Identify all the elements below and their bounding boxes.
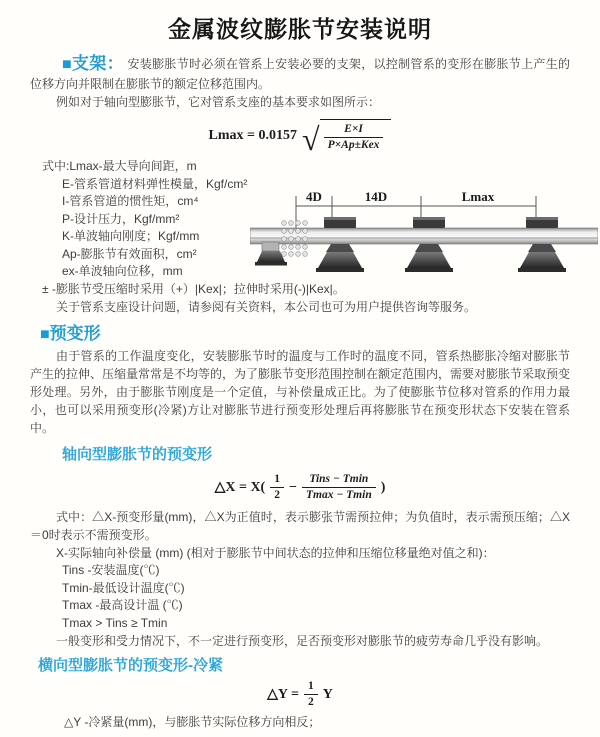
def-item-ap: Ap-膨胀节有效面积，cm² [62,246,197,261]
def-item-i: I-管系管道的惯性矩，cm⁴ [62,194,199,208]
temperature-definitions [30,562,570,632]
lateral-formula-prefix: △Y = [267,686,299,702]
lateral-formula-suffix: Y [322,686,333,702]
dimension-label-lmax: Lmax [461,189,495,204]
pipe-support [405,217,453,272]
predeform-paragraph: 由于管系的工作温度变化，安装膨胀节时的温度与工作时的温度不同，管系热膨胀冷缩对膨胀节产生的拉伸、压缩量常常是不均等的，为了膨胀节变形范围控制在额定范围内，需要对膨胀节采取预变形处理。另外，由于膨胀节刚度是一个定值，与补偿量成正比。为了使膨胀节位移对管系的作用力最小，也可以采用预变形(冷紧)方让对膨胀节进行预变形处理后再将膨胀节在预变形状态下安装在管系中。 [30,349,571,435]
pipe-support-diagram [250,184,598,294]
lateral-subheading: 横向型膨胀节的预变形-冷紧 [38,657,223,674]
temp-item-tins: Tins -安装温度(℃) [62,563,160,577]
support-example-line: 例如对于轴向型膨胀节，它对管系支座的基本要求如图所示： [56,95,381,109]
section-support-heading [62,54,124,73]
temp-item-tmin: Tmin-最低设计温度(℃) [62,580,185,595]
axial-explain-paragraph: 式中：△X-预变形量(mm)，△X为正值时，表示膨张节需预拉伸；为负值时，表示需预压缩；△X＝0时表示不需预变形。 [30,510,570,542]
formula-lmax-fraction [324,123,384,152]
formula-lmax-numerator: E×I [324,123,384,138]
section-support-heading-label: 支架： [71,54,124,73]
def-item-ex: ex-单波轴向位移，mm [62,264,183,278]
def-item-p: P-设计压力，Kgf/mm² [62,211,180,226]
radical-icon: √ $\frac{E\times I}{\text{P×Ap±Kex}}$ [302,119,391,152]
temp-relation: Tmax > Tins ≥ Tmin [62,615,168,630]
def-item-e: E-管系管道材料弹性模量，Kgf/cm² [62,176,248,191]
axial-formula-temp-fraction: $\frac{\text{Tins − Tmin}}{Tmax - Tmin}$ [302,473,376,502]
support-intro-text: 安装膨胀节时必须在管系上安装必要的支架，以控制管系的变形在膨胀节上产生的位移方向并限制在膨胀节的额定位移范围内。 [30,57,570,91]
pipe [250,228,598,244]
section-marker-square-icon: ■ [40,326,50,343]
axial-formula-half-fraction: $\frac{1}{2}$ [270,473,284,502]
axial-note: 一般变形和受力情况下，不一定进行预变形，足否预变形对膨胀节的疲劳寿命几乎没有影响。 [56,634,549,648]
sign-convention-note: ± -膨胀节受压缩时采用（+）|Kex|；拉伸时采用(-)|Kex|。 [42,281,345,296]
support-intro-paragraph [30,54,570,93]
axial-formula-row [30,473,570,502]
formula-lmax-prefix: Lmax = 0.0157 [208,127,298,143]
dimension-label-4d: 4D [306,189,322,204]
axial-formula-prefix: △X = X( [214,479,266,495]
axial-predeform-formula [215,473,386,502]
pipe-support [518,217,566,272]
pipe-support [316,217,364,272]
page-title: 金属波纹膨胀节安装说明 [168,16,432,42]
pipe-guide-supports [316,217,566,272]
lateral-formula-row [30,680,570,709]
def-item-k: K-单波轴向刚度；Kgf/mm [62,229,200,243]
section-marker-square-icon: ■ [62,56,72,73]
lateral-coldspring-formula [267,680,333,709]
guide-spacing-formula-row [30,119,570,157]
section-predeform-heading-label: 预变形 [49,324,101,343]
temp-item-tmax: Tmax -最高设计温 (℃) [62,598,183,612]
axial-x-definition: X-实际轴向补偿量 (mm) (相对于膨胀节中间状态的拉伸和压缩位移量绝对值之和)： [56,546,495,560]
axial-formula-suffix: ) [380,479,386,495]
axial-formula-minus: − [288,479,297,495]
axial-subheading: 轴向型膨胀节的预变形 [62,446,213,463]
pipe-support-diagram-svg [250,184,598,294]
dimension-label-14d: 14D [364,189,388,204]
guide-spacing-formula [208,119,392,157]
defs-intro-line: 式中:Lmax-最大导向间距，m [42,159,197,173]
lateral-note: △Y -冷紧量(mm)，与膨胀节实际位移方向相反； [64,715,321,729]
lateral-formula-half-fraction: $\frac{1}{2}$ [304,680,318,709]
formula-lmax-denominator: P×Ap±Kex [327,139,380,151]
section-predeform-heading [40,324,570,345]
service-note: 关于管系支座设计问题，请参阅有关资料，本公司也可为用户提供咨询等服务。 [56,300,477,314]
